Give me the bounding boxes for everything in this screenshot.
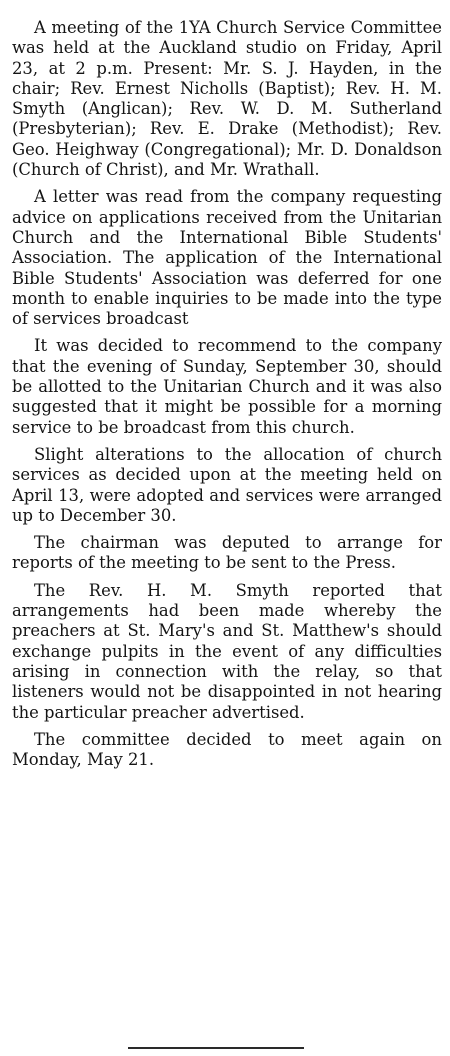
article-column	[12, 18, 442, 777]
paragraph-meeting-attendees: A meeting of the 1YA Church Service Committee was held at the Auckland studio on Friday, April 23, at 2 p.m. Present: Mr. S. J. Hayden, in the chair; Rev. Ernest Nicholls (Baptist); Rev. H. M. Smyth (Anglican); Rev. W. D. M. Sutherland (Presbyterian); Rev. E. Drake (Methodist); Rev. Geo. Heighway (Congregational); Mr. D. Donaldson (Church of Christ), and Mr. Wrathall.	[12, 18, 442, 180]
column-end-rule	[128, 1047, 304, 1049]
paragraph-alterations: Slight alterations to the allocation of church services as decided upon at the meeting held on April 13, were adopted and services were arranged up to December 30.	[12, 444, 442, 525]
paragraph-letter-applications: A letter was read from the company requesting advice on applications received from the Unitarian Church and the International Bible Students' Association. The application of the International Bible Students' Association was deferred for one month to enable inquiries to be made into the type of services broadcast	[12, 187, 442, 329]
paragraph-next-meeting: The committee decided to meet again on Monday, May 21.	[12, 729, 442, 770]
paragraph-press-reports: The chairman was deputed to arrange for reports of the meeting to be sent to the Press.	[12, 533, 442, 573]
paragraph-pulpit-exchange: The Rev. H. M. Smyth reported that arrangements had been made whereby the preachers at St. Mary's and St. Matthew's should exchange pulpits in the event of any difficulties arising in connection with the relay, so that listeners would not be disappointed in not hearing the particular preacher advertised.	[12, 580, 442, 722]
paragraph-unitarian-decision: It was decided to recommend to the company that the evening of Sunday, September 30, should be allotted to the Unitarian Church and it was also suggested that it might be possible for a morning service to be broadcast from this church.	[12, 336, 442, 437]
